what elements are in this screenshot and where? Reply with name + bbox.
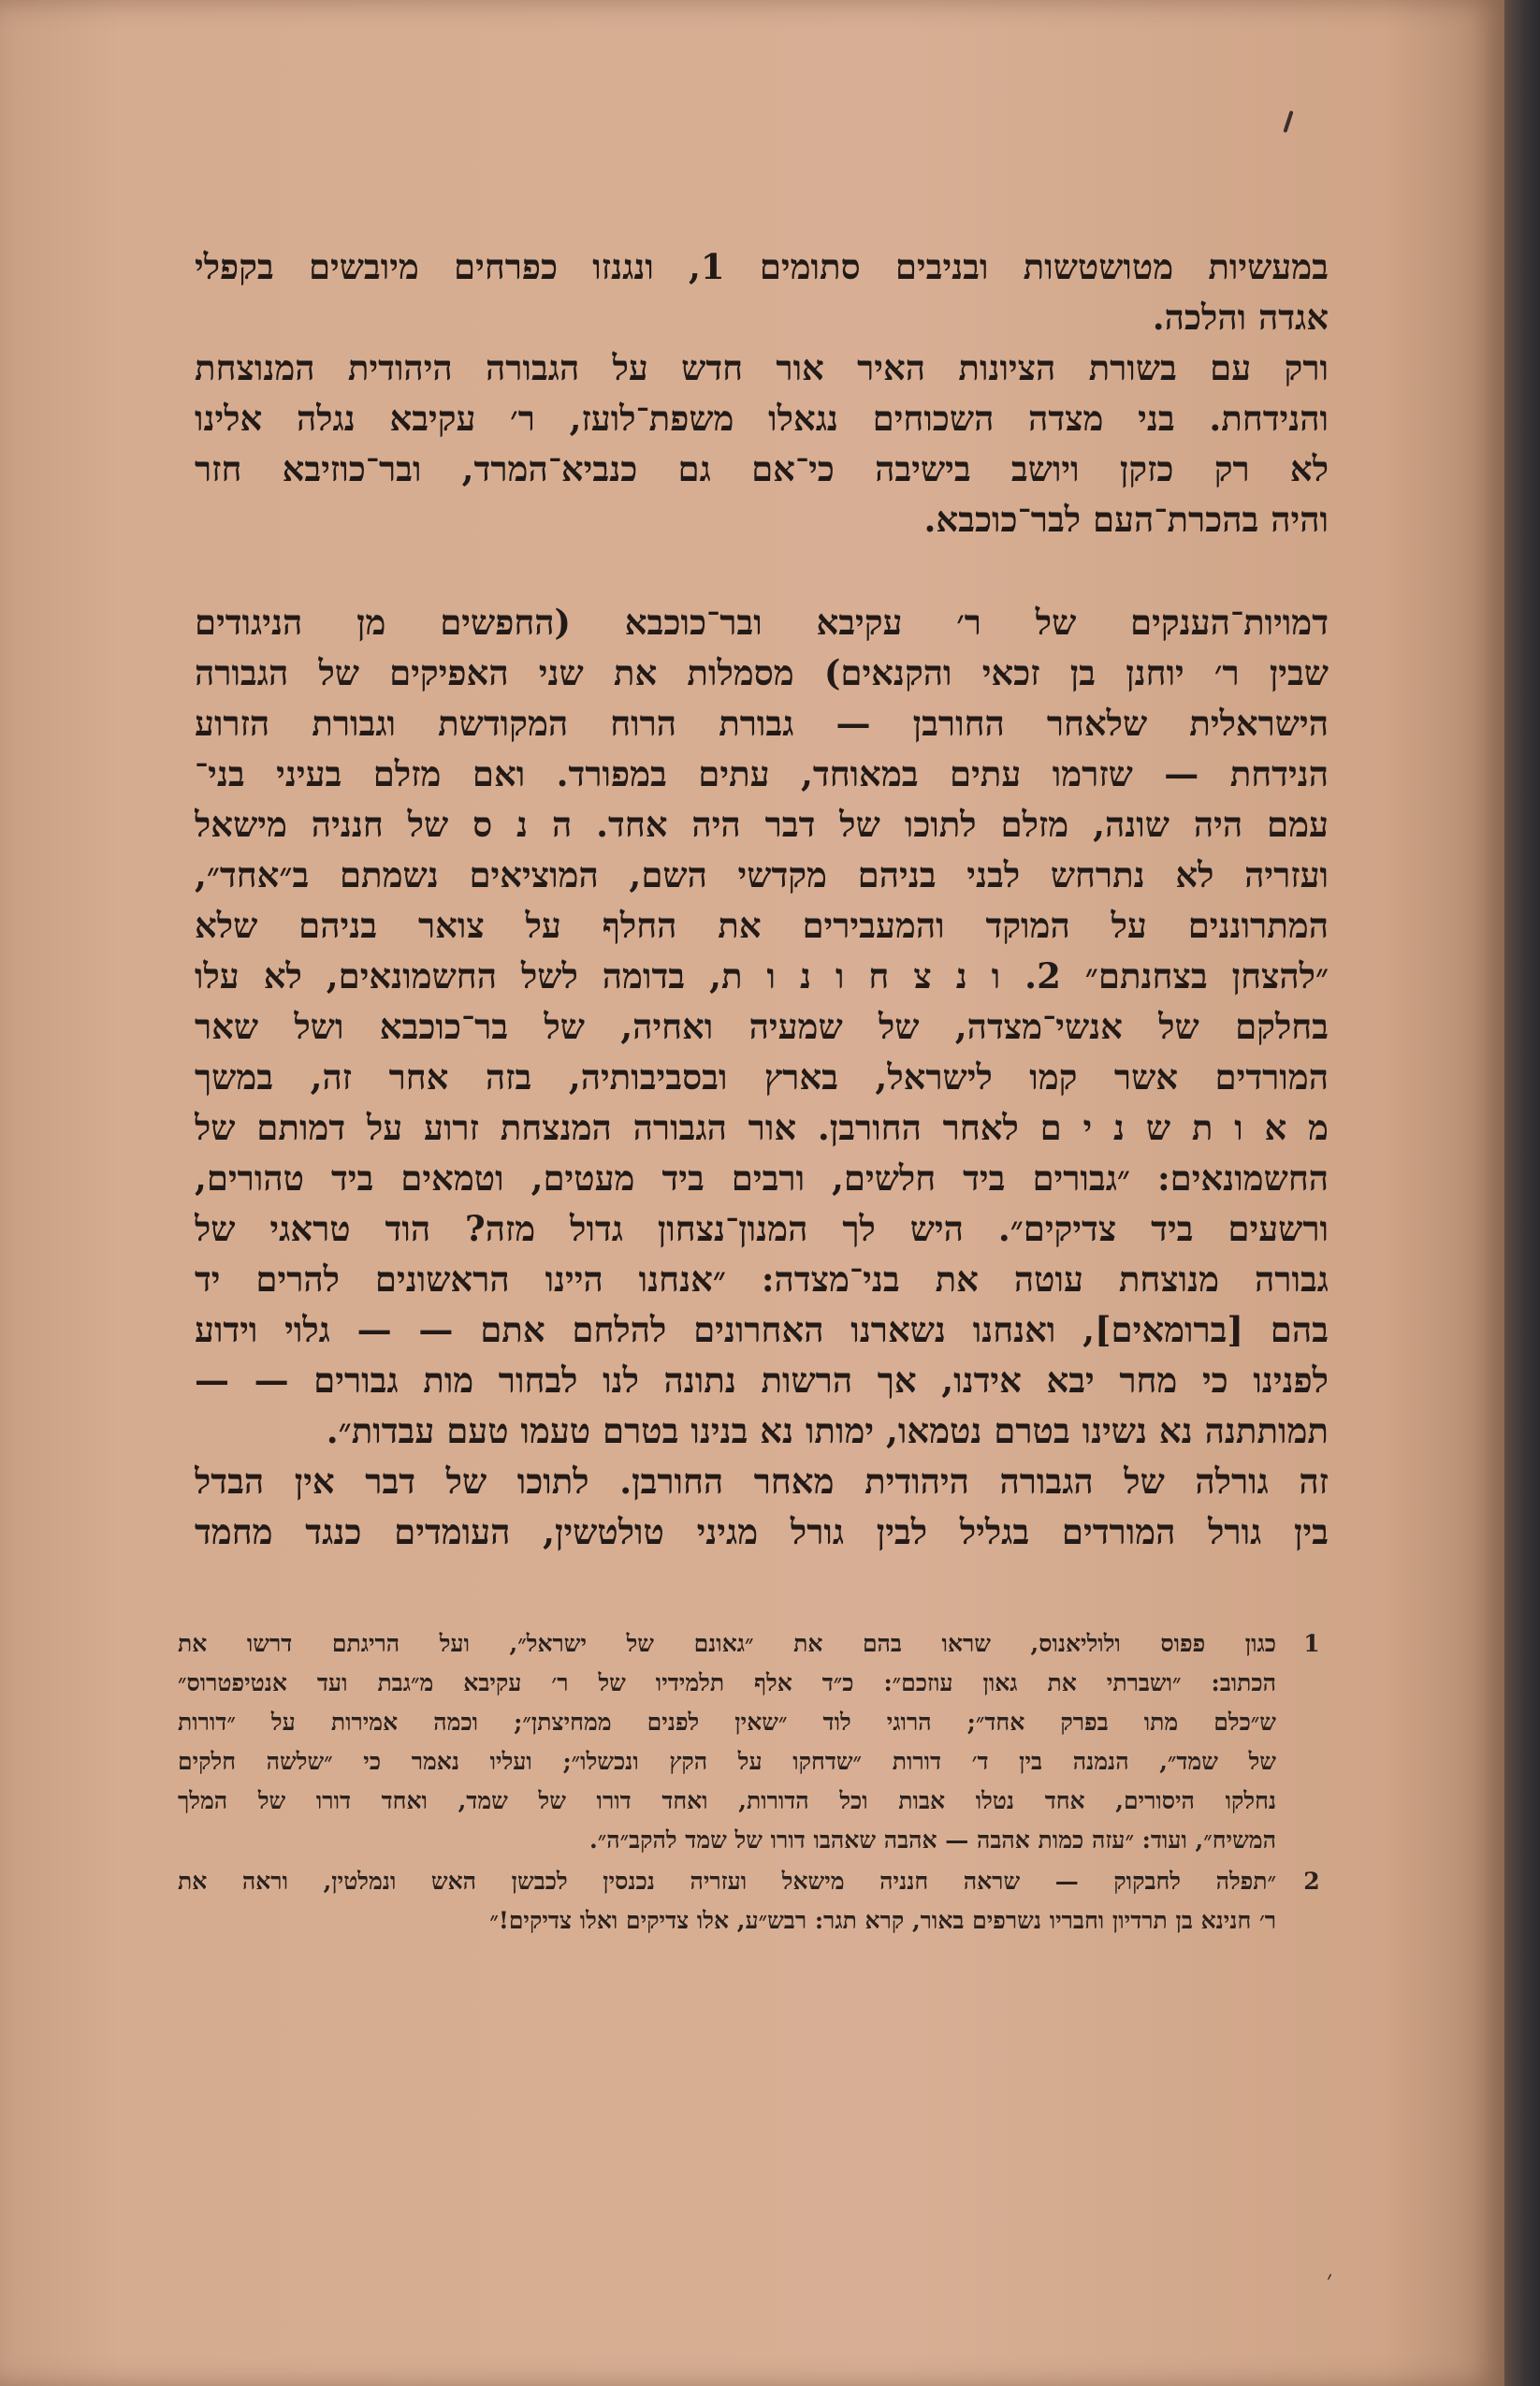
text-line: ועזריה לא נתרחש לבני בניהם מקדשי השם, המוציאים נשמתם ב״אחד״, [195,854,1329,895]
text-line: ״להצחן בצחנתם״ 2. ו נ צ ח ו נ ו ת, בדומה לשל החשמונאים, לא עלו [195,955,1329,997]
text-line: דמויות־הענקים של ר׳ עקיבא ובר־כוכבא (החפשים מן הניגודים [195,602,1329,643]
text-line: בחלקם של אנשי־מצדה, של שמעיה ואחיה, של בר־כוכבא ושל שאר [195,1006,1329,1047]
text-line: כגון פפוס ולוליאנוס, שראו בהם את ״גאונם של ישראל״, ועל הריגתם דרשו את [178,1630,1276,1657]
text-line: נחלקו היסורים, אחד נטלו אבות וכל הדורות, ואחד דורו של שמד, ואחד דורו של המלך [178,1787,1276,1814]
text-line: גבורה מנוצחת עוטה את בני־מצדה: ״אנחנו היינו הראשונים להרים יד [195,1258,1329,1300]
text-line: המורדים אשר קמו לישראל, בארץ ובסביבותיה, בזה אחר זה, במשך [195,1056,1329,1098]
text-line: ורק עם בשורת הציונות האיר אור חדש על הגבורה היהודית המנוצחת [195,347,1329,388]
paragraph-2 [195,597,1329,1557]
footnote [178,1862,1330,1941]
text-line: ״תפלה לחבקוק — שראה חנניה מישאל ועזריה נכנסין לכבשן האש ונמלטין, וראה את [178,1868,1276,1895]
text-line: ורשעים ביד צדיקים״. היש לך המנון־נצחון גדול מזה? הוד טראגי של [195,1208,1329,1249]
book-edge [1504,0,1540,2386]
text-line: בהם [ברומאים], ואנחנו נשארנו האחרונים להלחם אתם — — גלוי וידוע [195,1309,1329,1350]
text-line: עמם היה שונה, מזלם לתוכו של דבר היה אחד. ה נ ס של חנניה מישאל [195,804,1329,845]
text-line: ר׳ חנינא בן תרדיון וחבריו נשרפים באור, קרא תגר: רבש״ע, אלו צדיקים ואלו צדיקים!״ [489,1907,1276,1934]
text-line: אגדה והלכה. [1152,297,1329,338]
text-line: הכתוב: ״ושברתי את גאון עוזכם״: כ״ד אלף תלמידיו של ר׳ עקיבא מ״גבת ועד אנטיפטרוס״ [178,1669,1276,1696]
text-line: הישראלית שלאחר החורבן — גבורת הרוח המקודשת וגבורת הזרוע [195,703,1329,744]
text-line: זה גורלה של הגבורה היהודית מאחר החורבן. לתוכו של דבר אין הבדל [195,1461,1329,1502]
pencil-mark [1283,110,1293,133]
page-bottom-mark: ׳ [1327,2266,1333,2294]
footnote [178,1624,1330,1860]
text-line: החשמונאים: ״גבורים ביד חלשים, ורבים ביד מעטים, וטמאים ביד טהורים, [195,1157,1329,1199]
text-line: והנידחת. בני מצדה השכוחים נגאלו משפת־לועז, ר׳ עקיבא נגלה אלינו [195,398,1329,439]
text-line: מ א ו ת ש נ י ם לאחר החורבן. אור הגבורה המנצחת זרוע על דמותם של [195,1107,1329,1148]
text-line: ש״כלם מתו בפרק אחד״; הרוגי לוד ״שאין לפנים ממחיצתן״; וכמה אמירות על ״דורות [178,1709,1276,1736]
text-line: והיה בהכרת־העם לבר־כוכבא. [923,499,1329,540]
text-line: לפנינו כי מחר יבא אידנו, אך הרשות נתונה לנו לבחור מות גבורים — — [195,1360,1329,1401]
text-line: הנידחת — שזרמו עתים במאוחד, עתים במפורד. ואם מזלם בעיני בני־ [195,753,1329,794]
text-line: תמותתנה נא נשינו בטרם נטמאו, ימותו נא בנינו בטרם טעמו טעם עבדות״. [326,1410,1329,1451]
text-line: לא רק כזקן ויושב בישיבה כי־אם גם כנביא־המרד, ובר־כוזיבא חזר [195,448,1329,489]
text-line: המתרוננים על המוקד והמעבירים את החלף על צואר בניהם שלא [195,905,1329,946]
footnotes [178,1624,1330,1942]
text-line: במעשיות מטושטשות ובניבים סתומים 1, ונגנזו כפרחים מיובשים בקפלי [195,246,1329,287]
footnote-number: 1 [1303,1630,1320,1657]
paragraph-1 [195,241,1329,545]
text-line: שבין ר׳ יוחנן בן זכאי והקנאים) מסמלות את שני האפיקים של הגבורה [195,652,1329,693]
text-line: בין גורל המורדים בגליל לבין גורל מגיני טולטשין, העומדים כנגד מחמד [195,1511,1329,1552]
footnote-number: 2 [1303,1868,1320,1895]
text-line: של שמד״, הנמנה בין ד׳ דורות ״שדחקו על הקץ ונכשלו״; ועליו נאמר כי ״שלשה חלקים [178,1748,1276,1775]
text-line: המשיח״, ועוד: ״עזה כמות אהבה — אהבה שאהבו דורו של שמד להקב״ה״. [589,1826,1276,1854]
